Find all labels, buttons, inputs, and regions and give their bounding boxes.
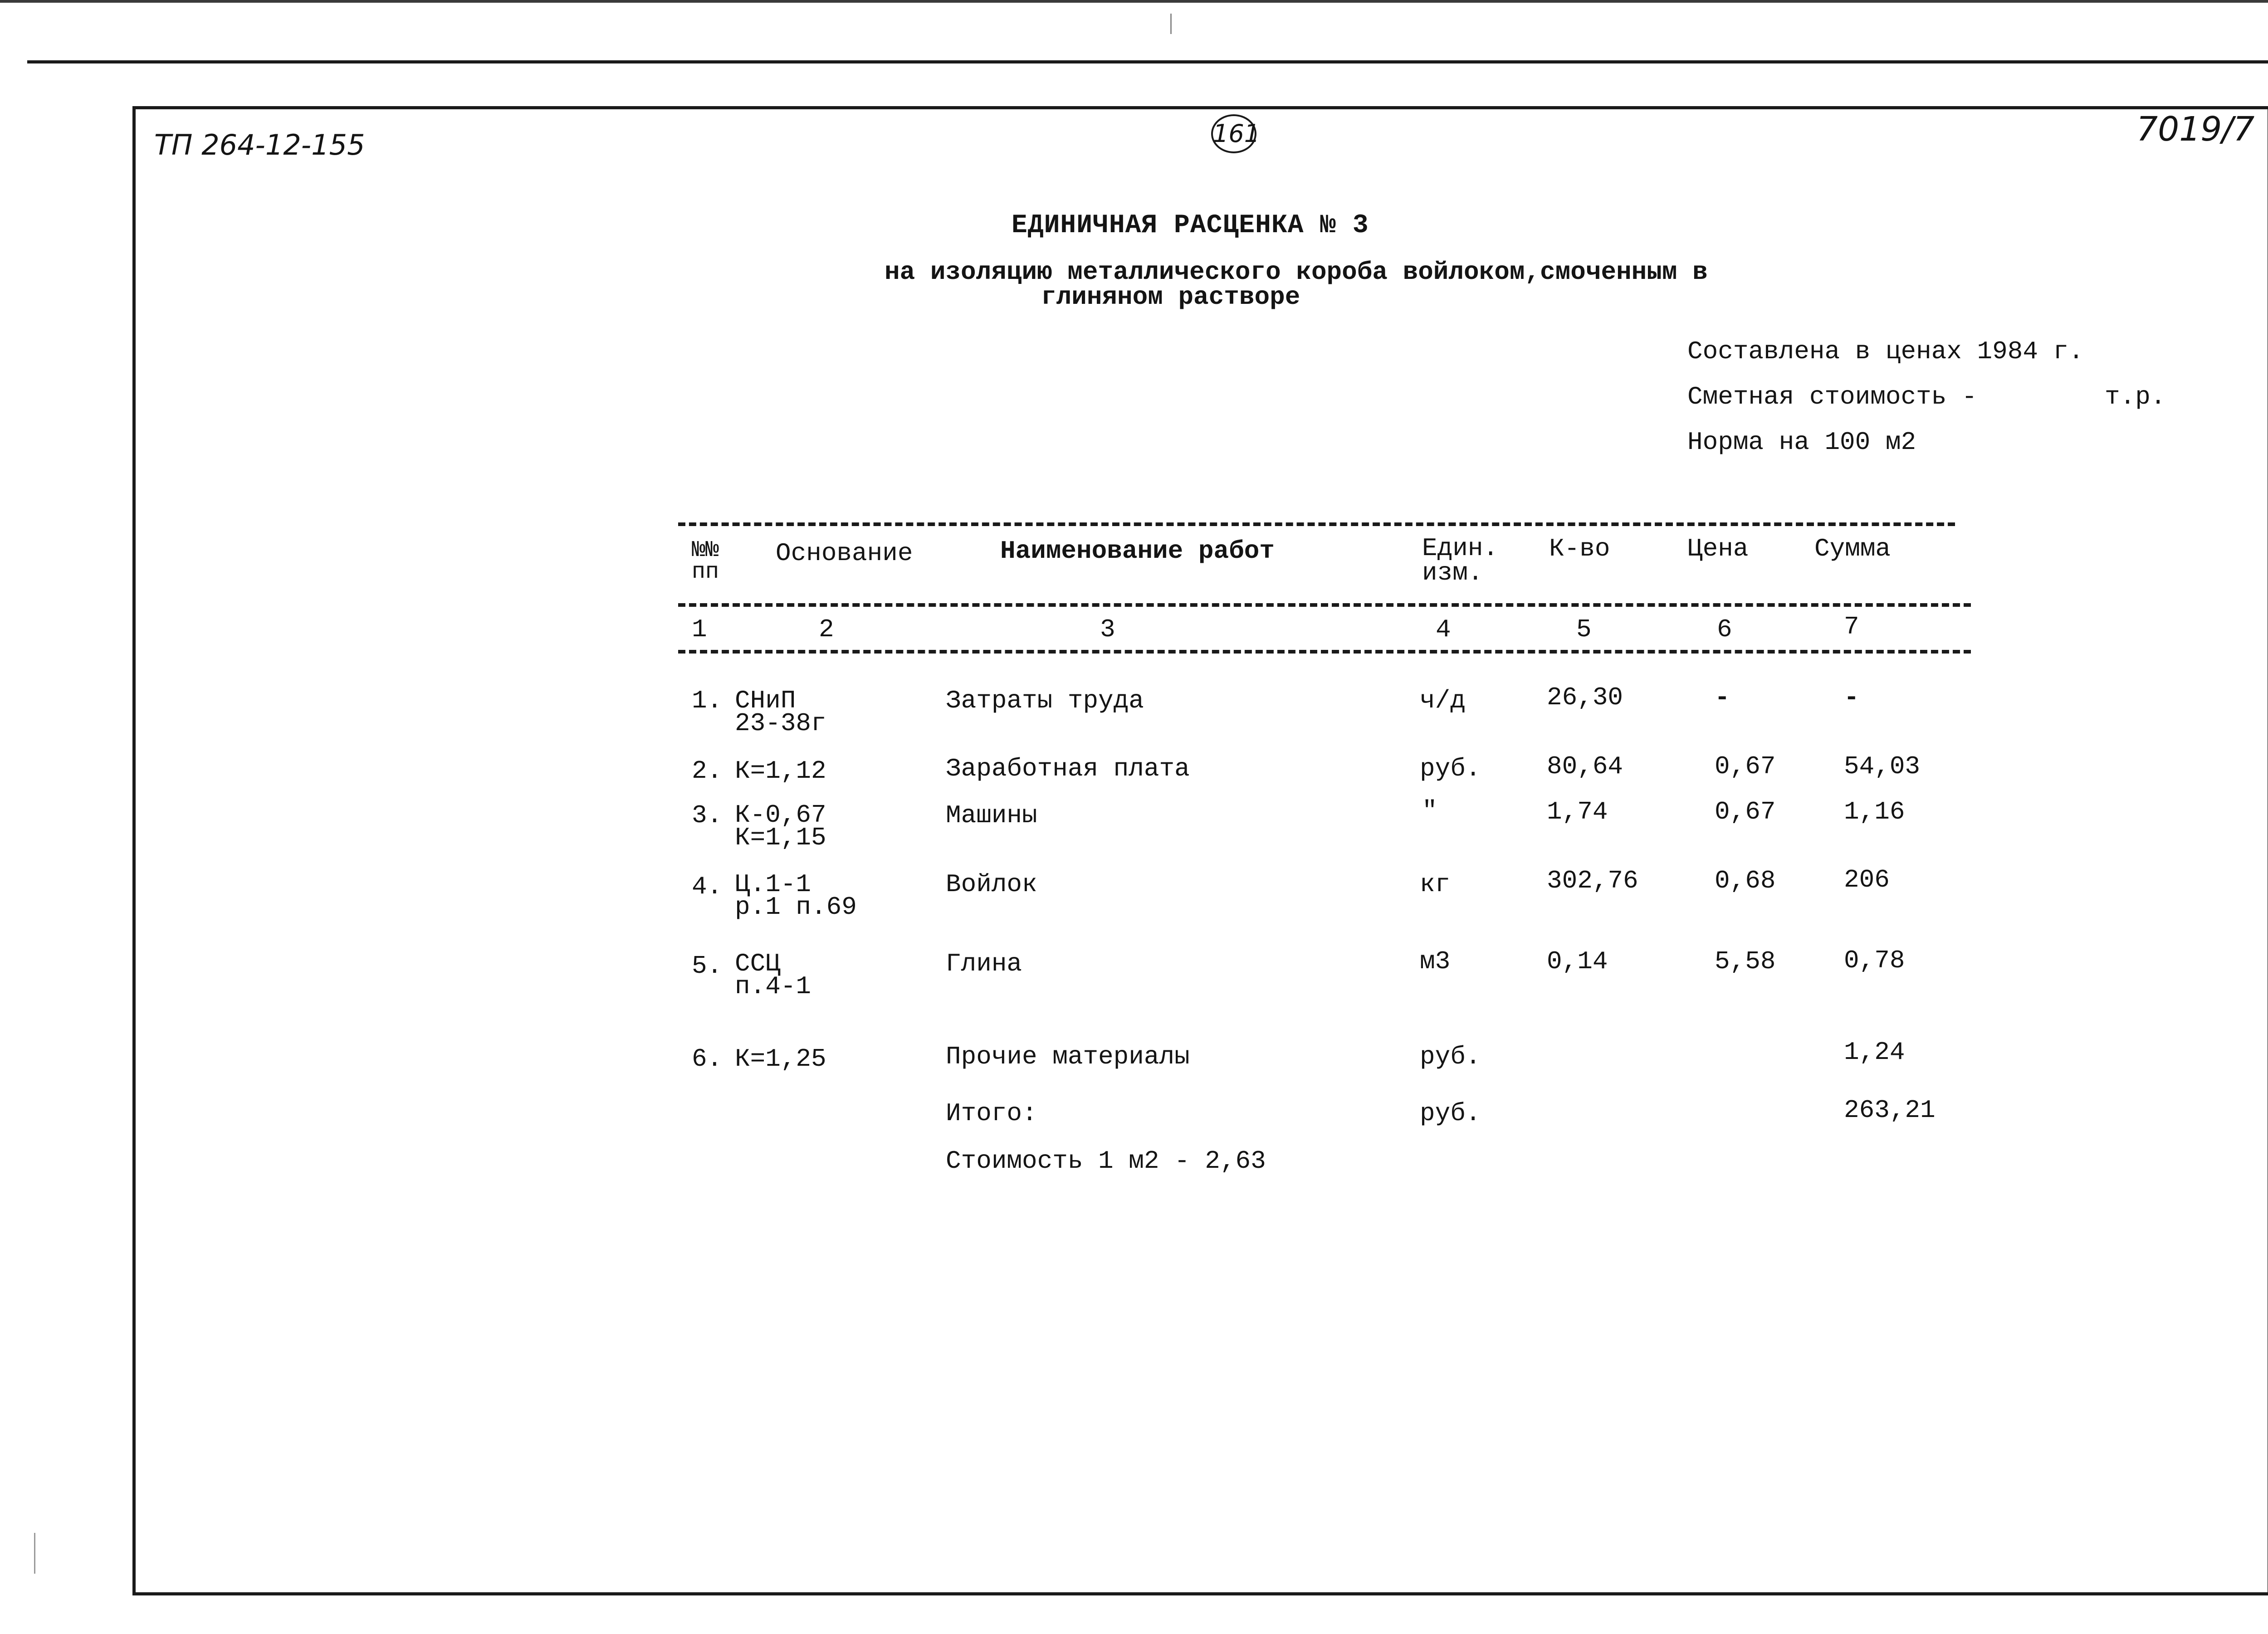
row-qty: 1,74 (1547, 797, 1608, 826)
row-unit: " (1422, 796, 1437, 825)
row-unit: м3 (1420, 947, 1451, 976)
col-number: 7 (1844, 612, 1859, 641)
page-frame (132, 106, 2268, 1595)
row-basis: ССЦ п.4-1 (735, 949, 811, 1001)
row-num: 1. (692, 686, 723, 715)
row-basis: К=1,12 (735, 756, 826, 785)
row-sum: 1,16 (1844, 797, 1905, 826)
row-work: Затраты труда (946, 686, 1144, 715)
subtitle-line-1: на изоляцию металлического короба войлоком,смоченным в (885, 258, 1708, 287)
col-number: 3 (1100, 615, 1115, 644)
col-number: 5 (1576, 615, 1592, 644)
row-price: 0,67 (1715, 752, 1776, 781)
row-basis: СНиП 23-38г (735, 686, 826, 738)
row-work: Машины (946, 801, 1037, 830)
col-number: 6 (1717, 615, 1732, 644)
row-price: - (1715, 683, 1730, 712)
row-sum: 206 (1844, 865, 1890, 894)
col-number: 4 (1436, 615, 1451, 644)
row-price: 0,67 (1715, 797, 1776, 826)
row-sum: 0,78 (1844, 946, 1905, 975)
header-unit: Един. изм. (1422, 534, 1499, 587)
table-top-rule (678, 522, 1955, 526)
document-title: ЕДИНИЧНАЯ РАСЦЕНКА № 3 (1012, 211, 1369, 240)
cost-unit: т.р. (2105, 382, 2166, 411)
row-qty: 26,30 (1547, 683, 1623, 712)
sheet-ref: 7019/7 (2136, 110, 2255, 149)
row-num: 5. (692, 951, 723, 980)
row-work: Войлок (946, 870, 1037, 899)
col-number: 1 (692, 615, 707, 644)
total-sum: 263,21 (1844, 1096, 1936, 1125)
header-sum: Сумма (1814, 534, 1891, 563)
row-unit: кг (1420, 870, 1451, 899)
total-unit: руб. (1420, 1099, 1481, 1128)
row-price: 5,58 (1715, 947, 1776, 976)
subtitle-line-2: глиняном растворе (1041, 283, 1300, 312)
row-qty: 0,14 (1547, 947, 1608, 976)
prices-year: Составлена в ценах 1984 г. (1687, 337, 2084, 366)
page-number: 161 (1211, 114, 1256, 153)
row-num: 6. (692, 1044, 723, 1073)
top-rule (27, 60, 2268, 63)
row-basis: К-0,67 К=1,15 (735, 800, 826, 852)
table-colnum-rule (678, 650, 1971, 654)
cost-per-m2: Стоимость 1 м2 - 2,63 (946, 1146, 1266, 1176)
row-num: 2. (692, 756, 723, 785)
row-sum: 1,24 (1844, 1038, 1905, 1067)
header-work: Наименование работ (1000, 537, 1275, 566)
table-header-rule (678, 603, 1971, 607)
header-qty: К-во (1549, 534, 1610, 563)
row-price: 0,68 (1715, 866, 1776, 895)
norm: Норма на 100 м2 (1687, 428, 1916, 457)
header-basis: Основание (776, 539, 913, 568)
top-crop-line (0, 0, 2268, 3)
estimated-cost: Сметная стоимость - (1687, 382, 1977, 411)
row-work: Заработная плата (946, 754, 1190, 783)
row-unit: руб. (1420, 754, 1481, 783)
row-sum: - (1844, 683, 1859, 712)
col-number: 2 (819, 615, 834, 644)
row-basis: Ц.1-1 р.1 п.69 (735, 870, 857, 922)
row-num: 4. (692, 872, 723, 901)
scan-mark (1170, 14, 1172, 34)
row-qty: 80,64 (1547, 752, 1623, 781)
row-work: Прочие материалы (946, 1042, 1190, 1071)
total-label: Итого: (946, 1099, 1037, 1128)
row-work: Глина (946, 949, 1022, 978)
row-unit: ч/д (1420, 686, 1466, 715)
doc-code: ТП 264-12-155 (154, 128, 365, 161)
row-sum: 54,03 (1844, 752, 1921, 781)
row-qty: 302,76 (1547, 866, 1638, 895)
header-num: №№ пп (692, 537, 719, 585)
header-price: Цена (1687, 534, 1749, 563)
scan-mark (34, 1533, 35, 1574)
row-unit: руб. (1420, 1042, 1481, 1071)
row-basis: К=1,25 (735, 1044, 826, 1073)
row-num: 3. (692, 801, 723, 830)
